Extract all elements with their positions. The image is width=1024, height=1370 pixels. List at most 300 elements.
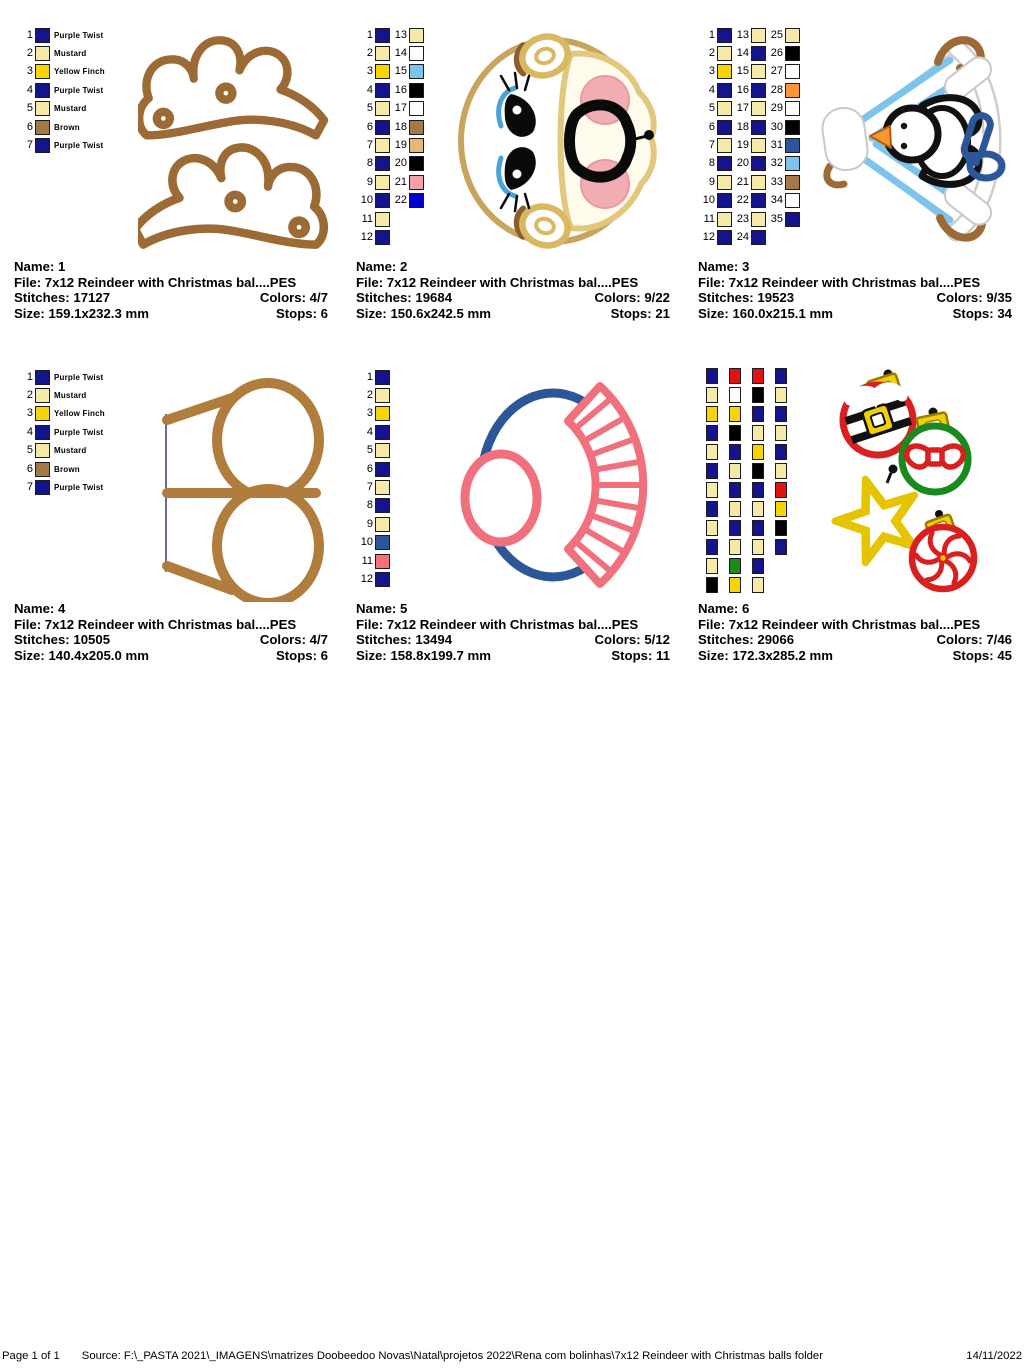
color-swatch [375, 443, 390, 458]
palette-entry [766, 155, 800, 173]
color-swatch [409, 138, 424, 153]
palette-entry [766, 210, 800, 228]
size-value: 150.6x242.5 [390, 305, 464, 321]
palette-entry [390, 63, 424, 81]
thread-number: 17 [736, 102, 749, 115]
color-swatch [752, 482, 764, 498]
thread-number: 7 [366, 481, 373, 494]
name-value: 6 [741, 601, 750, 616]
thread-number: 22 [736, 194, 749, 207]
size-line: Size: 159.1x232.3 mm Stops: 6 [14, 305, 328, 321]
color-swatch [729, 539, 741, 555]
file-line: File: 7x12 Reindeer with Christmas bal....PES [698, 616, 981, 632]
palette-entry [16, 368, 105, 386]
palette-entry [732, 44, 766, 62]
color-swatch [729, 558, 741, 574]
palette-entry [752, 404, 764, 423]
file-line: File: 7x12 Reindeer with Christmas bal....PES [698, 274, 981, 290]
size-value: 158.8x199.7 [390, 647, 464, 663]
thread-number: 7 [26, 139, 33, 152]
color-swatch [729, 501, 741, 517]
palette-entry [752, 442, 764, 461]
palette-entry [706, 366, 718, 385]
palette-entry [356, 368, 390, 386]
palette-entry [390, 81, 424, 99]
color-swatch [751, 46, 766, 61]
thread-name: Purple Twist [54, 483, 104, 493]
palette-entry [698, 118, 732, 136]
color-swatch [751, 28, 766, 43]
color-swatch [375, 535, 390, 550]
palette-entry [356, 173, 390, 191]
design-info [356, 259, 670, 321]
color-swatch [751, 138, 766, 153]
palette-entry [766, 192, 800, 210]
palette-entry [729, 537, 741, 556]
size-line: Size: 158.8x199.7 mm Stops: 11 [356, 647, 670, 663]
color-swatch [775, 482, 787, 498]
color-swatch [785, 46, 800, 61]
color-swatch [706, 577, 718, 593]
thread-number: 32 [770, 157, 783, 170]
color-swatch [375, 498, 390, 513]
design-thumbnail-ornaments [831, 365, 1021, 600]
color-swatch [717, 230, 732, 245]
thread-number: 15 [394, 65, 407, 78]
thread-name: Yellow Finch [54, 409, 105, 419]
color-swatch [775, 387, 787, 403]
palette-entry [729, 575, 741, 594]
palette-entry [752, 537, 764, 556]
palette-entry [356, 570, 390, 588]
thread-number: 10 [360, 194, 373, 207]
palette-entry [390, 136, 424, 154]
thread-number: 18 [736, 120, 749, 133]
thread-number: 5 [26, 102, 33, 115]
color-swatch [785, 193, 800, 208]
thread-number: 25 [770, 28, 783, 41]
thread-number: 3 [708, 65, 715, 78]
color-swatch [752, 387, 764, 403]
thread-name: Mustard [54, 49, 87, 59]
palette-entry [698, 81, 732, 99]
palette-entry [16, 386, 105, 404]
palette-entry [390, 44, 424, 62]
colors-value: 5/12 [644, 632, 670, 648]
file-line: File: 7x12 Reindeer with Christmas bal....PES [356, 616, 639, 632]
thread-number: 10 [360, 536, 373, 549]
color-swatch [375, 138, 390, 153]
palette-entry [775, 461, 787, 480]
palette-entry [390, 192, 424, 210]
color-swatch [375, 572, 390, 587]
palette-entry [729, 461, 741, 480]
size-line: Size: 140.4x205.0 mm Stops: 6 [14, 647, 328, 663]
stops-value: 6 [320, 305, 328, 321]
thread-number: 16 [394, 83, 407, 96]
palette-entry [16, 26, 105, 44]
size-line: Size: 160.0x215.1 mm Stops: 34 [698, 305, 1012, 321]
palette-entry [356, 192, 390, 210]
palette-entry [356, 460, 390, 478]
palette-entry [729, 366, 741, 385]
palette-entry [356, 118, 390, 136]
stitches-line: Stitches: 19523 Colors: 9/35 [698, 290, 1012, 306]
palette-entry [732, 173, 766, 191]
palette-entry [766, 63, 800, 81]
thread-number: 1 [366, 28, 373, 41]
color-swatch [35, 83, 50, 98]
thread-number: 2 [708, 47, 715, 60]
color-swatch [717, 156, 732, 171]
color-swatch [409, 83, 424, 98]
palette-entry [766, 118, 800, 136]
thread-number: 19 [394, 139, 407, 152]
palette-entry [775, 366, 787, 385]
color-swatch [706, 558, 718, 574]
color-swatch [775, 406, 787, 422]
page-footer [2, 1350, 1022, 1362]
color-swatch [751, 83, 766, 98]
thread-number: 20 [736, 157, 749, 170]
color-swatch [706, 463, 718, 479]
thread-number: 29 [770, 102, 783, 115]
color-swatch [35, 443, 50, 458]
name-line: Name: 4 [14, 601, 66, 616]
palette-entry [356, 534, 390, 552]
color-swatch [717, 120, 732, 135]
thread-number: 14 [736, 47, 749, 60]
colors-value: 9/22 [644, 290, 670, 306]
palette-entry [752, 556, 764, 575]
thread-number: 24 [736, 230, 749, 243]
color-swatch [35, 388, 50, 403]
file-value: 7x12 Reindeer with Christmas bal....PES [44, 616, 297, 632]
file-line: File: 7x12 Reindeer with Christmas bal....PES [14, 616, 297, 632]
stops-value: 45 [997, 647, 1012, 663]
palette-entry [698, 192, 732, 210]
palette-entry [356, 100, 390, 118]
name-value: 2 [399, 259, 408, 274]
color-swatch [35, 28, 50, 43]
palette-entry [706, 537, 718, 556]
stitches-line: Stitches: 17127 Colors: 4/7 [14, 290, 328, 306]
thread-number: 22 [394, 194, 407, 207]
color-swatch [729, 406, 741, 422]
stitches-line: Stitches: 19684 Colors: 9/22 [356, 290, 670, 306]
thread-number: 4 [26, 425, 33, 438]
color-swatch [729, 425, 741, 441]
name-line: Name: 6 [698, 601, 750, 616]
color-swatch [409, 120, 424, 135]
thread-name: Purple Twist [54, 427, 104, 437]
thread-number: 21 [736, 175, 749, 188]
color-swatch [752, 520, 764, 536]
palette-entry [390, 100, 424, 118]
stitches-value: 13494 [415, 632, 453, 648]
colors-value: 9/35 [986, 290, 1012, 306]
color-palette [16, 26, 105, 155]
thread-name: Purple Twist [54, 30, 104, 40]
color-swatch [717, 64, 732, 79]
design-cell-2 [356, 20, 672, 330]
palette-entry [356, 44, 390, 62]
palette-entry [752, 499, 764, 518]
palette-entry [732, 63, 766, 81]
color-swatch [375, 175, 390, 190]
color-swatch [375, 156, 390, 171]
color-swatch [375, 370, 390, 385]
thread-number: 34 [770, 194, 783, 207]
color-swatch [375, 480, 390, 495]
source-path: Source: F:\_PASTA 2021\_IMAGENS\matrizes Doobeedoo Novas\Natal\projetos 2022\Rena com bolinhas\7x12 Reindeer with Christmas balls folder [81, 1350, 823, 1362]
name-line: Name: 5 [356, 601, 408, 616]
file-value: 7x12 Reindeer with Christmas bal....PES [728, 274, 981, 290]
design-info [14, 259, 328, 321]
palette-entry [752, 518, 764, 537]
thread-name: Purple Twist [54, 372, 104, 382]
palette-entry [766, 44, 800, 62]
palette-entry [356, 442, 390, 460]
thread-number: 2 [26, 389, 33, 402]
color-swatch [785, 101, 800, 116]
color-swatch [35, 64, 50, 79]
color-swatch [775, 501, 787, 517]
palette-entry [706, 423, 718, 442]
color-swatch [775, 539, 787, 555]
palette-entry [732, 210, 766, 228]
palette-entry [16, 405, 105, 423]
thread-number: 14 [394, 47, 407, 60]
color-palette [356, 26, 424, 247]
thread-number: 19 [736, 139, 749, 152]
color-swatch [706, 425, 718, 441]
palette-entry [698, 228, 732, 246]
color-swatch [785, 138, 800, 153]
color-swatch [409, 101, 424, 116]
design-cell-3 [698, 20, 1014, 330]
color-swatch [375, 83, 390, 98]
palette-entry [356, 26, 390, 44]
color-swatch [729, 577, 741, 593]
thread-number: 5 [708, 102, 715, 115]
palette-entry [766, 173, 800, 191]
color-palette [356, 368, 390, 589]
thread-number: 2 [366, 389, 373, 402]
color-swatch [729, 463, 741, 479]
palette-entry [706, 442, 718, 461]
thread-number: 6 [26, 462, 33, 475]
palette-entry [390, 118, 424, 136]
palette-entry [16, 478, 105, 496]
palette-entry [16, 460, 105, 478]
stitches-line: Stitches: 13494 Colors: 5/12 [356, 632, 670, 648]
color-swatch [717, 83, 732, 98]
design-cell-4 [14, 362, 330, 672]
palette-entry [706, 461, 718, 480]
thread-number: 12 [702, 230, 715, 243]
color-swatch [751, 101, 766, 116]
size-line: Size: 172.3x285.2 mm Stops: 45 [698, 647, 1012, 663]
color-swatch [706, 520, 718, 536]
color-swatch [775, 463, 787, 479]
palette-entry [16, 118, 105, 136]
thread-number: 11 [361, 554, 373, 567]
color-swatch [785, 64, 800, 79]
color-palette [706, 366, 798, 594]
palette-entry [16, 442, 105, 460]
design-thumbnail-antlers [138, 23, 338, 261]
palette-entry [766, 136, 800, 154]
thread-number: 1 [26, 370, 33, 383]
palette-entry [775, 385, 787, 404]
thread-name: Brown [54, 122, 80, 132]
color-swatch [752, 501, 764, 517]
palette-entry [698, 210, 732, 228]
color-swatch [785, 120, 800, 135]
palette-entry [698, 63, 732, 81]
size-value: 160.0x215.1 [732, 305, 806, 321]
palette-entry [706, 556, 718, 575]
color-swatch [35, 406, 50, 421]
color-swatch [375, 406, 390, 421]
stitches-value: 17127 [73, 290, 111, 306]
name-line: Name: 1 [14, 259, 66, 274]
color-swatch [729, 444, 741, 460]
palette-entry [732, 192, 766, 210]
color-swatch [717, 212, 732, 227]
stitches-line: Stitches: 10505 Colors: 4/7 [14, 632, 328, 648]
color-swatch [717, 28, 732, 43]
thread-number: 5 [26, 444, 33, 457]
palette-entry [729, 423, 741, 442]
color-swatch [375, 517, 390, 532]
color-swatch [729, 520, 741, 536]
palette-entry [752, 385, 764, 404]
page-indicator: Page 1 of 1 [2, 1350, 60, 1362]
file-value: 7x12 Reindeer with Christmas bal....PES [386, 274, 639, 290]
palette-entry [752, 423, 764, 442]
palette-entry [356, 497, 390, 515]
thread-number: 13 [736, 28, 749, 41]
design-cell-5 [356, 362, 672, 672]
name-line: Name: 2 [356, 259, 408, 274]
stops-value: 6 [320, 647, 328, 663]
size-value: 159.1x232.3 [48, 305, 122, 321]
color-swatch [375, 193, 390, 208]
palette-entry [732, 26, 766, 44]
thread-number: 3 [26, 407, 33, 420]
palette-entry [698, 173, 732, 191]
thread-number: 30 [770, 120, 783, 133]
color-palette [698, 26, 800, 247]
size-line: Size: 150.6x242.5 mm Stops: 21 [356, 305, 670, 321]
palette-entry [706, 575, 718, 594]
thread-number: 35 [770, 212, 783, 225]
name-value: 3 [741, 259, 750, 274]
color-swatch [375, 120, 390, 135]
color-swatch [409, 64, 424, 79]
color-swatch [717, 193, 732, 208]
color-palette [16, 368, 105, 497]
palette-entry [16, 63, 105, 81]
palette-entry [775, 442, 787, 461]
name-line: Name: 3 [698, 259, 750, 274]
thread-number: 3 [26, 65, 33, 78]
color-swatch [706, 501, 718, 517]
color-swatch [729, 368, 741, 384]
thread-number: 7 [708, 139, 715, 152]
palette-entry [698, 44, 732, 62]
color-swatch [775, 444, 787, 460]
thread-number: 33 [770, 175, 783, 188]
color-swatch [409, 28, 424, 43]
thread-number: 6 [708, 120, 715, 133]
palette-entry [775, 423, 787, 442]
color-swatch [752, 444, 764, 460]
color-swatch [752, 463, 764, 479]
palette-entry [16, 136, 105, 154]
thread-number: 12 [360, 572, 373, 585]
palette-entry [698, 155, 732, 173]
design-thumbnail-penguin-hat [810, 26, 1022, 254]
thread-number: 13 [394, 28, 407, 41]
color-swatch [785, 156, 800, 171]
name-value: 4 [57, 601, 66, 616]
palette-entry [766, 100, 800, 118]
palette-entry [356, 210, 390, 228]
color-swatch [706, 539, 718, 555]
name-value: 1 [57, 259, 66, 274]
design-cell-6 [698, 362, 1014, 672]
palette-entry [706, 499, 718, 518]
thread-name: Mustard [54, 104, 87, 114]
color-swatch [775, 368, 787, 384]
palette-entry [775, 404, 787, 423]
thread-number: 16 [736, 83, 749, 96]
file-value: 7x12 Reindeer with Christmas bal....PES [386, 616, 639, 632]
thread-number: 8 [366, 157, 373, 170]
color-swatch [752, 558, 764, 574]
palette-entry [729, 518, 741, 537]
color-swatch [706, 444, 718, 460]
color-swatch [775, 520, 787, 536]
color-swatch [375, 101, 390, 116]
thread-name: Purple Twist [54, 141, 104, 151]
thread-number: 3 [366, 65, 373, 78]
palette-entry [390, 26, 424, 44]
color-swatch [752, 539, 764, 555]
stitches-value: 19523 [757, 290, 795, 306]
palette-entry [16, 81, 105, 99]
palette-entry [356, 155, 390, 173]
color-swatch [706, 482, 718, 498]
palette-entry [706, 385, 718, 404]
stitches-value: 10505 [73, 632, 111, 648]
thread-number: 27 [770, 65, 783, 78]
palette-entry [729, 385, 741, 404]
color-swatch [375, 462, 390, 477]
color-swatch [751, 193, 766, 208]
color-swatch [729, 387, 741, 403]
color-swatch [751, 230, 766, 245]
palette-entry [706, 404, 718, 423]
palette-entry [732, 228, 766, 246]
palette-entry [775, 537, 787, 556]
design-thumbnail-reindeer-face [453, 26, 665, 256]
color-swatch [35, 480, 50, 495]
thread-number: 4 [366, 425, 373, 438]
